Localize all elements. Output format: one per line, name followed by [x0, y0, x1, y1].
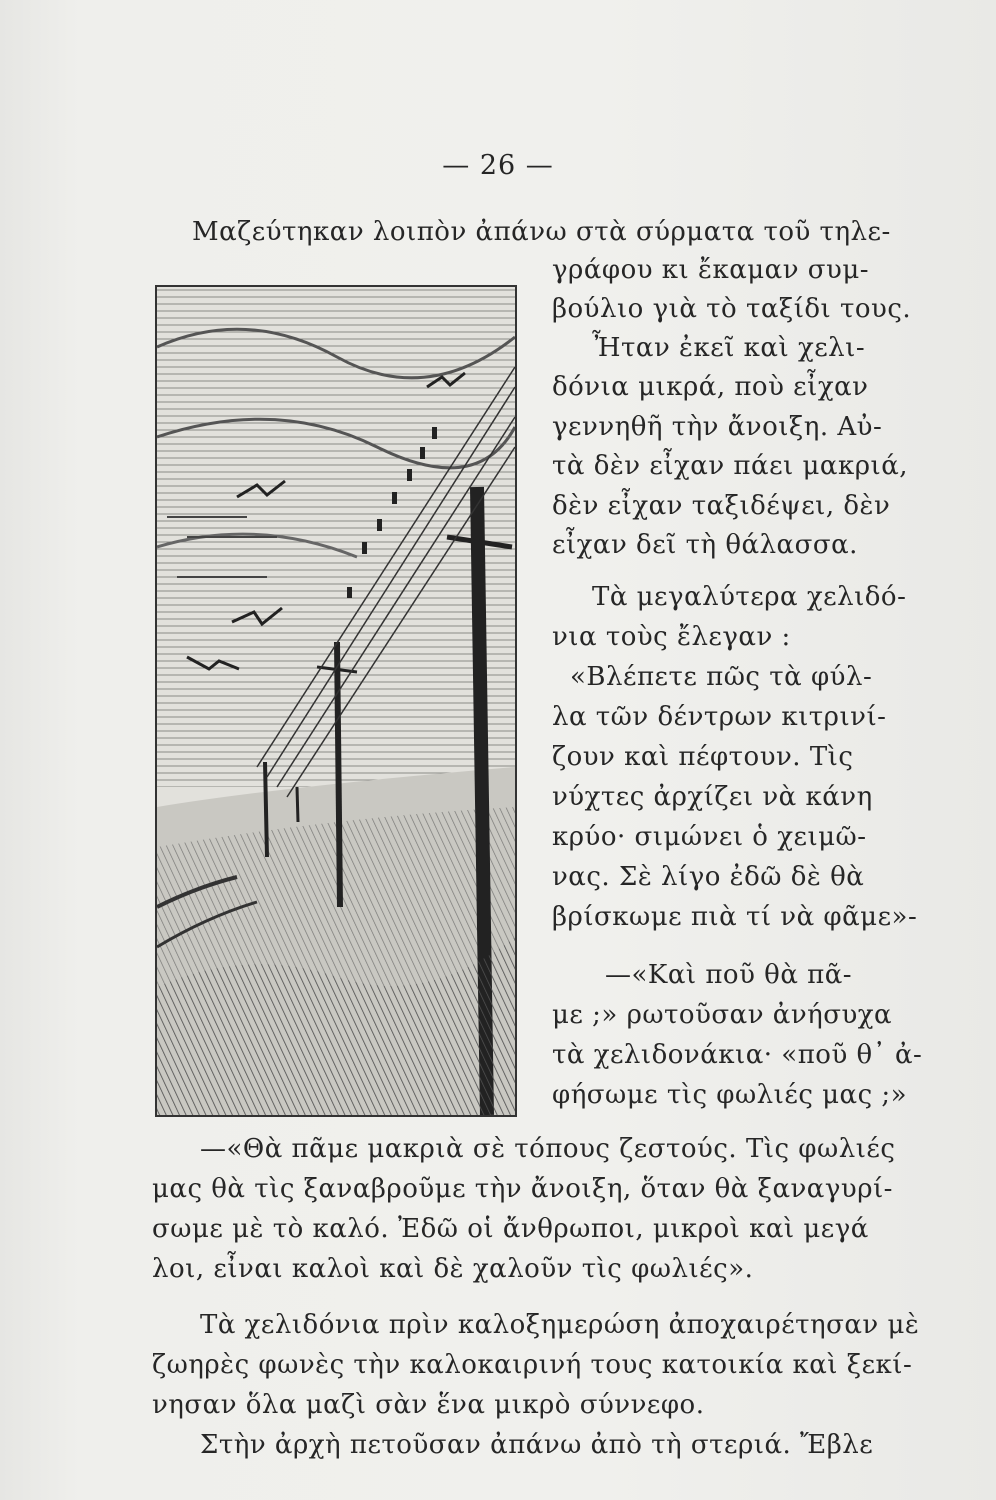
text-line-16: κρύο· σιμώνει ὁ χειμῶ- [552, 822, 867, 852]
text-line-22: φήσωμε τὶς φωλιές μας ;» [552, 1080, 908, 1110]
text-line-5: δόνια μικρά, ποὺ εἶχαν [552, 372, 869, 402]
text-line-13: λα τῶν δέντρων κιτρινί- [552, 702, 887, 732]
text-line-30: Στὴν ἀρχὴ πετοῦσαν ἀπάνω ἀπὸ τὴ στεριά. Ἔβλε [200, 1430, 874, 1460]
text-line-11: νια τοὺς ἔλεγαν : [552, 622, 791, 652]
text-line-6: γεννηθῆ τὴν ἄνοιξη. Αὐ- [552, 412, 883, 442]
text-line-2: γράφου κι ἔκαμαν συμ- [552, 255, 870, 285]
text-line-3: βούλιο γιὰ τὸ ταξίδι τους. [552, 294, 912, 324]
text-line-24: μας θὰ τὶς ξαναβροῦμε τὴν ἄνοιξη, ὅταν θὰ ξαναγυρί- [152, 1174, 893, 1204]
text-line-19: —«Καὶ ποῦ θὰ πᾶ- [605, 960, 853, 990]
text-line-15: νύχτες ἀρχίζει νὰ κάνη [552, 782, 873, 812]
text-line-12: «Βλέπετε πῶς τὰ φύλ- [570, 662, 873, 692]
text-line-20: με ;» ρωτοῦσαν ἀνήσυχα [552, 1000, 893, 1030]
text-line-25: σωμε μὲ τὸ καλό. Ἐδῶ οἱ ἄνθρωποι, μικροὶ καὶ μεγά [152, 1214, 869, 1244]
text-line-1: Μαζεύτηκαν λοιπὸν ἀπάνω στὰ σύρματα τοῦ τηλε- [192, 217, 891, 247]
page-number: — 26 — [442, 150, 554, 181]
swallows-on-telegraph-wires-illustration [155, 285, 517, 1117]
text-line-9: εἶχαν δεῖ τὴ θάλασσα. [552, 530, 858, 560]
text-line-28: ζωηρὲς φωνὲς τὴν καλοκαιρινή τους κατοικία καὶ ξεκί- [152, 1350, 913, 1380]
text-line-23: —«Θὰ πᾶμε μακριὰ σὲ τόπους ζεστούς. Τὶς φωλιές [200, 1134, 896, 1164]
text-line-8: δὲν εἶχαν ταξιδέψει, δὲν [552, 491, 891, 521]
text-line-14: ζουν καὶ πέφτουν. Τὶς [552, 742, 854, 772]
text-line-7: τὰ δὲν εἶχαν πάει μακριά, [552, 451, 909, 481]
text-line-21: τὰ χελιδονάκια· «ποῦ θ᾽ ἀ- [552, 1040, 923, 1070]
text-line-4: Ἦταν ἐκεῖ καὶ χελι- [592, 333, 866, 363]
text-line-26: λοι, εἶναι καλοὶ καὶ δὲ χαλοῦν τὶς φωλιές». [152, 1254, 754, 1284]
text-line-29: νησαν ὅλα μαζὶ σὰν ἕνα μικρὸ σύννεφο. [152, 1390, 705, 1420]
text-line-27: Τὰ χελιδόνια πρὶν καλοξημερώση ἀποχαιρέτησαν μὲ [200, 1310, 920, 1340]
text-line-10: Τὰ μεγαλύτερα χελιδό- [592, 582, 907, 612]
text-line-18: βρίσκωμε πιὰ τί νὰ φᾶμε»- [552, 902, 918, 932]
text-line-17: νας. Σὲ λίγο ἐδῶ δὲ θὰ [552, 862, 865, 892]
